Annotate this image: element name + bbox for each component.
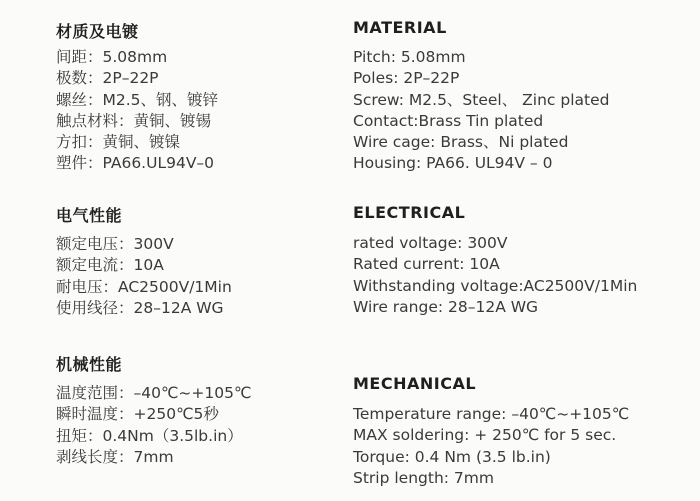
cn-material-line: 触点材料：黄铜、镀锡: [56, 111, 212, 130]
en-mechanical-section: [353, 374, 629, 489]
en-material-line: Wire cage: Brass、Ni plated: [353, 133, 569, 152]
cn-mechanical-line: 扭矩：0.4Nm（3.5lb.in）: [56, 426, 243, 445]
en-mechanical-list: [353, 404, 629, 489]
en-material-line: Housing: PA66. UL94V – 0: [353, 154, 553, 173]
en-mechanical-line: Torque: 0.4 Nm (3.5 lb.in): [353, 447, 551, 466]
en-mechanical-title: MECHANICAL: [353, 374, 477, 393]
cn-material-line: 极数：2P–22P: [56, 69, 159, 88]
cn-electrical-list: [56, 234, 232, 319]
en-material-line: Poles: 2P–22P: [353, 69, 460, 88]
en-electrical-line: rated voltage: 300V: [353, 234, 508, 252]
cn-mechanical-section: [56, 355, 251, 468]
cn-electrical-line: 额定电压：300V: [56, 235, 174, 253]
en-electrical-list: [353, 233, 637, 318]
en-electrical-section: [353, 203, 637, 318]
cn-mechanical-line: 剥线长度：7mm: [56, 447, 174, 466]
en-mechanical-line: MAX soldering: + 250℃ for 5 sec.: [353, 426, 617, 445]
en-mechanical-line: Temperature range: –40℃~+105℃: [353, 405, 630, 423]
cn-mechanical-list: [56, 383, 251, 468]
en-material-line: Screw: M2.5、Steel、 Zinc plated: [353, 90, 610, 109]
en-electrical-line: Withstanding voltage:AC2500V/1Min: [353, 276, 638, 295]
en-material-title: MATERIAL: [353, 18, 447, 37]
cn-mechanical-line: 温度范围：–40℃~+105℃: [56, 384, 252, 402]
cn-material-line: 方扣：黄铜、镀镍: [56, 133, 181, 152]
cn-material-line: 塑件：PA66.UL94V–0: [56, 154, 215, 173]
en-electrical-line: Wire range: 28–12A WG: [353, 297, 539, 316]
en-material-list: [353, 47, 609, 175]
cn-electrical-line: 额定电流：10A: [56, 256, 164, 275]
en-mechanical-line: Strip length: 7mm: [353, 468, 494, 487]
en-electrical-line: Rated current: 10A: [353, 255, 500, 274]
en-material-line: Contact:Brass Tin plated: [353, 111, 544, 130]
cn-material-line: 间距：5.08mm: [56, 48, 168, 66]
cn-mechanical-title: 机械性能: [56, 355, 123, 374]
cn-material-title: 材质及电镀: [56, 22, 139, 41]
cn-electrical-line: 耐电压：AC2500V/1Min: [56, 277, 232, 296]
cn-mechanical-line: 瞬时温度：+250℃5秒: [56, 405, 219, 424]
cn-material-line: 螺丝：M2.5、钢、镀锌: [56, 90, 219, 109]
cn-material-section: [56, 22, 218, 175]
en-electrical-title: ELECTRICAL: [353, 203, 466, 222]
cn-electrical-title: 电气性能: [56, 206, 123, 225]
cn-electrical-section: [56, 206, 232, 319]
cn-material-list: [56, 47, 218, 175]
cn-electrical-line: 使用线径：28–12A WG: [56, 298, 224, 317]
en-material-section: [353, 18, 609, 175]
en-material-line: Pitch: 5.08mm: [353, 48, 466, 66]
